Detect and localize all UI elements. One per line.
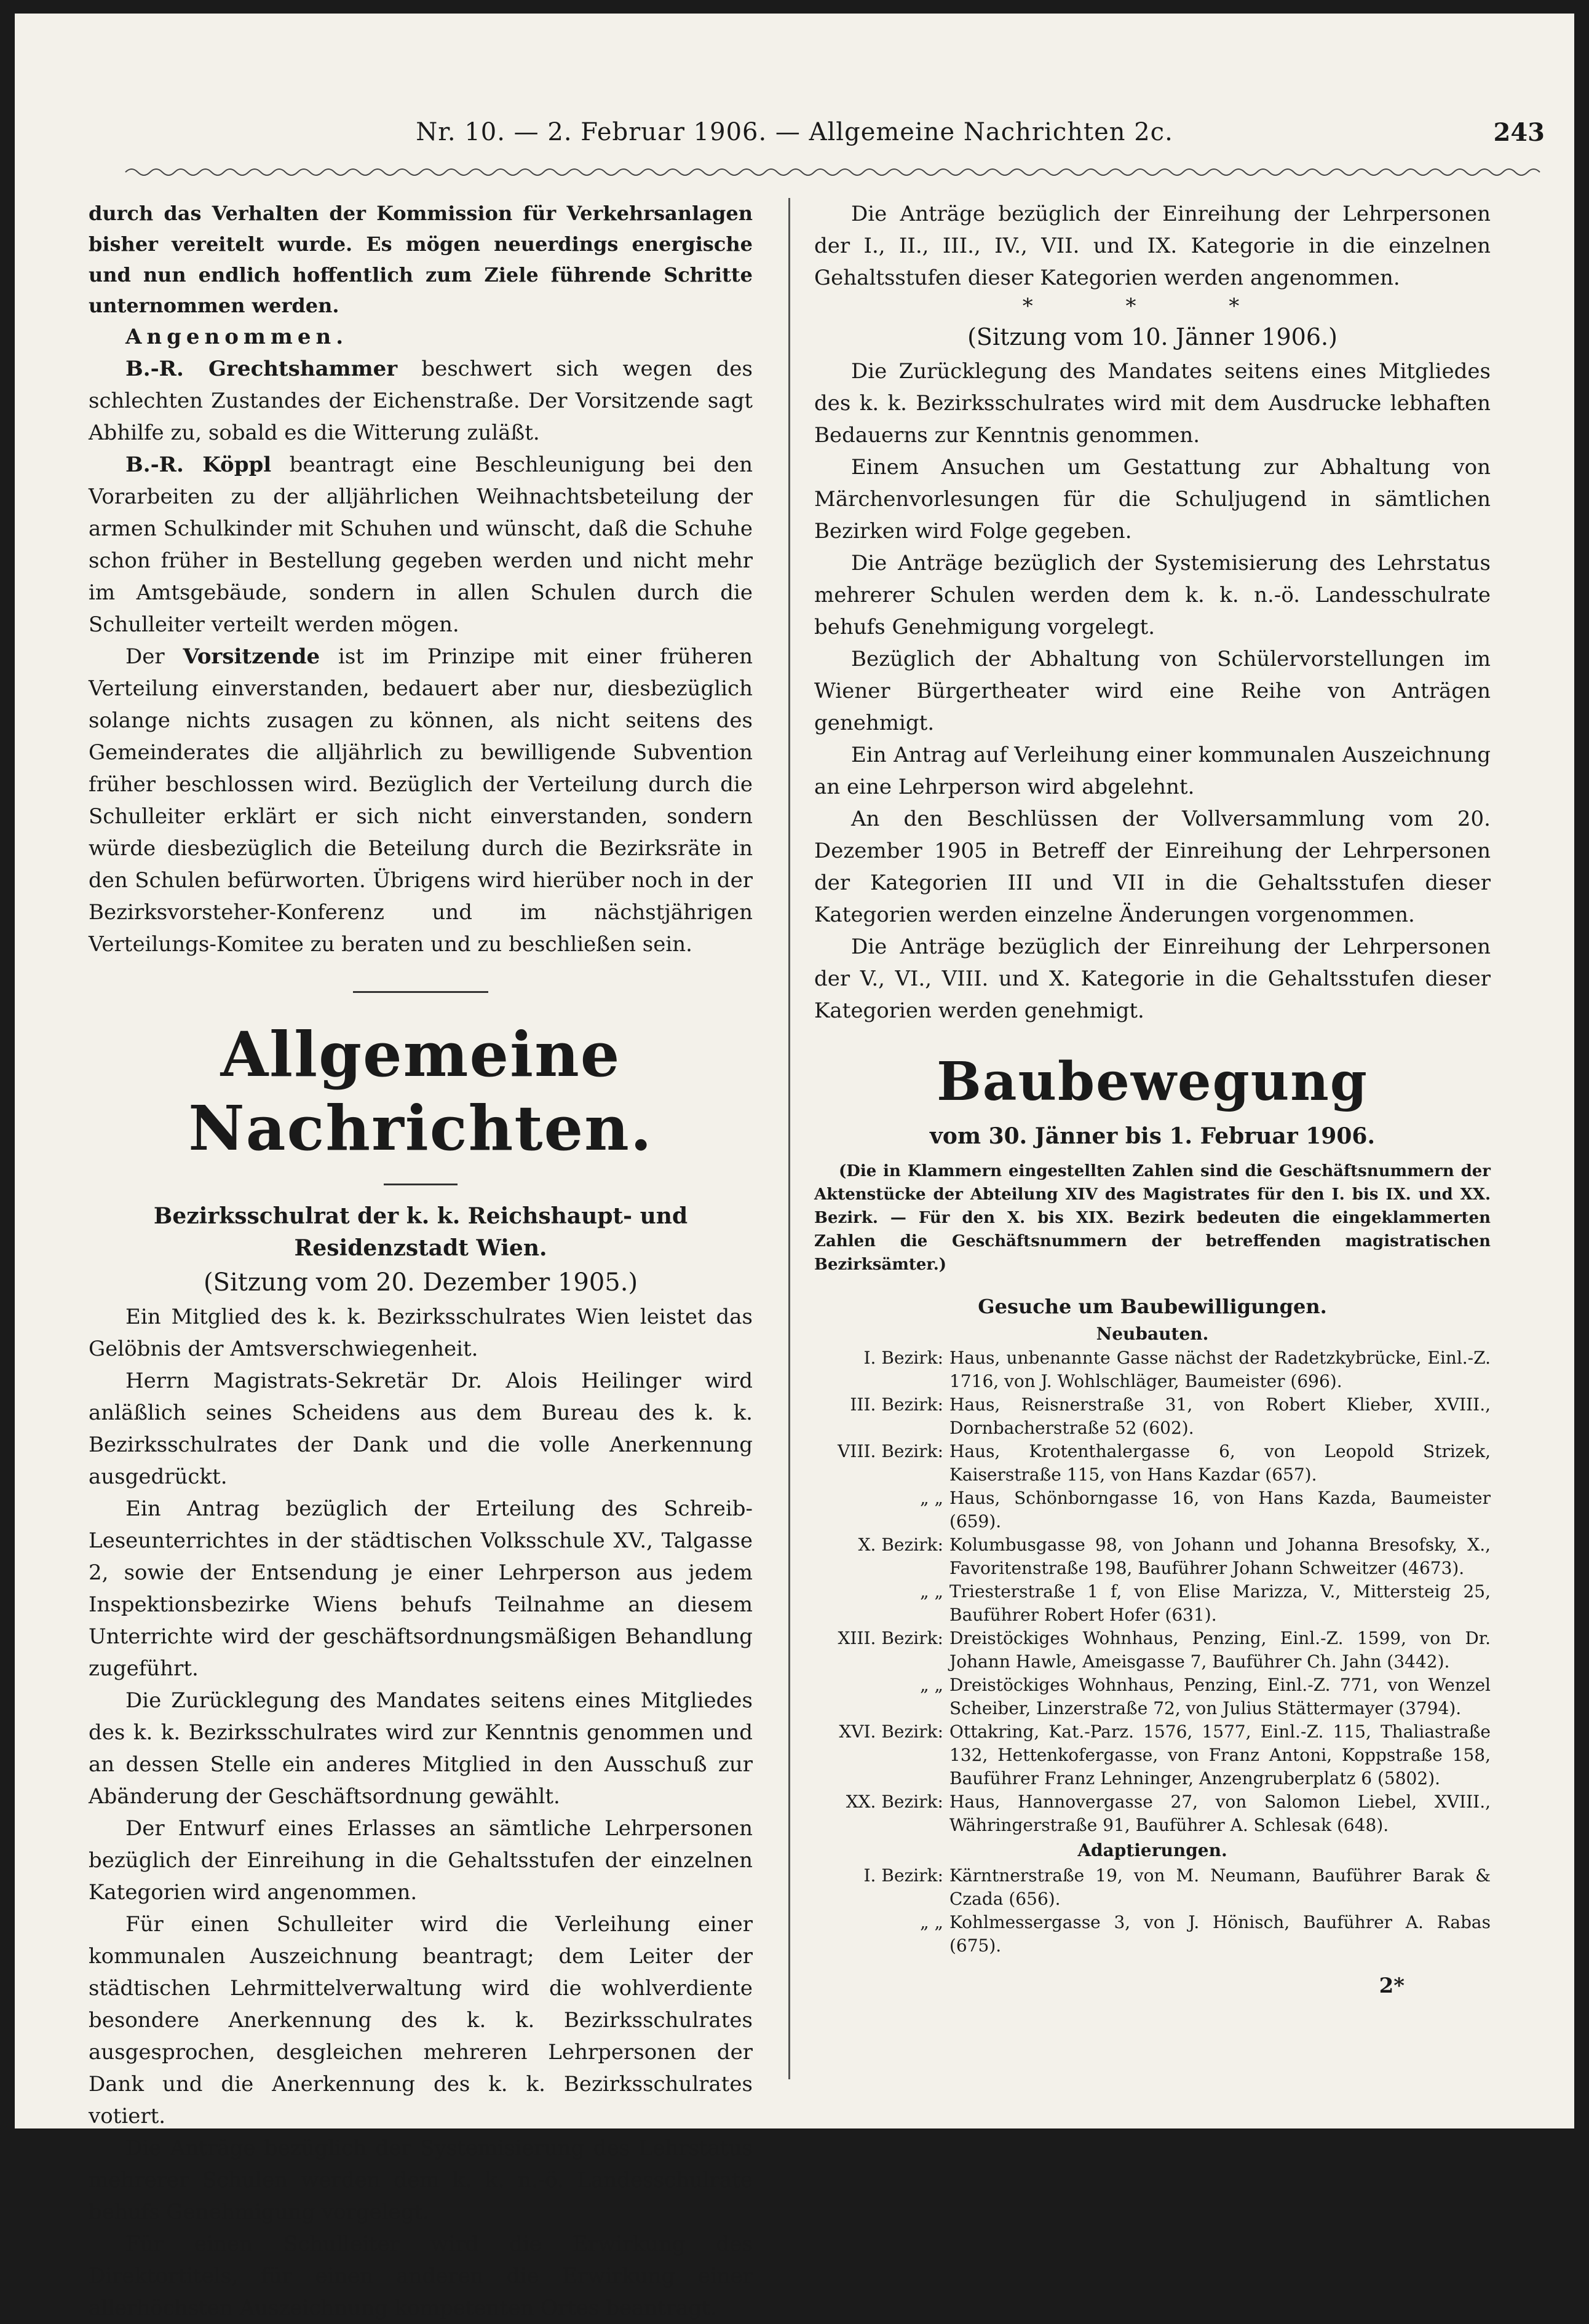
paragraph: Einem Ansuchen um Gestattung zur Abhaltung von Märchenvorlesungen für die Schuljugend in sämtlichen Bezirken wird Folge gegeben. <box>814 455 1491 543</box>
left-column <box>89 198 753 2324</box>
paragraph-text: beschwert sich wegen des schlechten Zustandes der Eichenstraße. Der Vorsitzende sagt Abhilfe zu, sobald es die Witterung zuläßt. <box>89 357 753 445</box>
entry-text: Dreistöckiges Wohnhaus, Penzing, Einl.-Z. 771, von Wenzel Scheiber, Linzerstraße 72, von Julius Stättermayer (3794). <box>949 1675 1491 1718</box>
list-item <box>814 1790 1491 1837</box>
paragraph: Die Anträge bezüglich der Einreihung der Lehrpersonen der V., VI., VIII. und X. Kategorie in die Gehaltsstufen dieser Kategorien werden genehmigt. <box>814 935 1491 1023</box>
entry-text: Triesterstraße 1 f, von Elise Marizza, V., Mittersteig 25, Bauführer Robert Hofer (631). <box>949 1581 1491 1625</box>
entry-text: Kohlmessergasse 3, von J. Hönisch, Bauführer A. Rabas (675). <box>949 1912 1491 1956</box>
list-item <box>814 1580 1491 1627</box>
paragraph: Ein Antrag auf Verleihung einer kommunalen Auszeichnung an eine Lehrperson wird abgelehnt. <box>814 743 1491 799</box>
section-heading: Allgemeine Nachrichten. <box>188 1018 653 1164</box>
newspaper-page <box>15 14 1574 2320</box>
entry-text: Kärntnerstraße 19, von M. Neumann, Bauführer Barak & Czada (656). <box>949 1865 1491 1909</box>
session-date: (Sitzung vom 20. Dezember 1905.) <box>203 1268 638 1297</box>
paragraph <box>89 449 753 641</box>
entry-text: Kolumbusgasse 98, von Johann und Johanna Bresofsky, X., Favoritenstraße 198, Bauführer Johann Schweitzer (4673). <box>949 1535 1491 1578</box>
district-label: XVI. Bezirk: <box>839 1721 943 1742</box>
list-item <box>814 1674 1491 1720</box>
district-label: III. Bezirk: <box>850 1394 943 1415</box>
heading-rule <box>384 1184 458 1185</box>
district-label: „ „ <box>920 1912 943 1932</box>
paragraph: Die Zurücklegung des Mandates seitens eines Mitgliedes des k. k. Bezirksschulrates wird mit dem Ausdrucke lebhaften Bedauerns zur Kenntnis genommen. <box>814 359 1491 448</box>
entry-text: Ottakring, Kat.-Parz. 1576, 1577, Einl.-Z. 115, Thaliastraße 132, Hettenkofergasse, von Franz Antoni, Koppstraße 158, Bauführer Franz Lehninger, Anzengruberplatz 6 (5802). <box>949 1721 1491 1788</box>
subsection-heading: Adaptierungen. <box>1077 1840 1227 1860</box>
district-label: XIII. Bezirk: <box>838 1628 943 1648</box>
right-column <box>814 198 1491 2002</box>
date-range: vom 30. Jänner bis 1. Februar 1906. <box>930 1123 1375 1149</box>
paragraph: Die Anträge bezüglich der Systemisierung des Lehrstatus mehrerer Schulen werden dem k. k. n.-ö. Landesschulrate behufs Genehmigung vorgelegt. <box>89 2136 753 2224</box>
paragraph <box>89 353 753 449</box>
district-label: „ „ <box>920 1581 943 1602</box>
entry-text: Haus, Reisnerstraße 31, von Robert Klieber, XVIII., Dornbacherstraße 52 (602). <box>949 1394 1491 1438</box>
speaker-name: Vorsitzende <box>183 644 320 669</box>
paragraph: Ein Antrag bezüglich der Erteilung des Schreib-Leseunterrichtes in der städtischen Volksschule XV., Talgasse 2, sowie der Entsendung je einer Lehrperson aus jedem Inspektionsbezirke Wiens behufs Teilnahme an diesem Unterrichte wird der geschäftsordnungsmäßigen Behandlung zugeführt. <box>89 1496 753 1681</box>
entry-text: Haus, Schönborngasse 16, von Hans Kazda, Baumeister (659). <box>949 1488 1491 1532</box>
column-divider <box>788 198 790 2079</box>
paragraph-text: ist im Prinzipe mit einer früheren Verteilung einverstanden, bedauert aber nur, diesbezüglich solange nichts zusagen zu können, als nicht seitens des Gemeinderates die alljährlich zu bewilligende Subvention früher beschlossen wird. Bezüglich der Verteilung durch die Schulleiter erklärt er sich nicht einverstanden, sondern würde diesbezüglich die Beteilung durch die Bezirksräte in den Schulen befürworten. Übrigens wird hierüber noch in der Bezirksvorsteher-Konferenz und im nächstjährigen Verteilungs-Komitee zu beraten und zu beschließen sein. <box>89 644 753 957</box>
running-title: Nr. 10. — 2. Februar 1906. — Allgemeine Nachrichten 2c. <box>416 118 1173 146</box>
list-item <box>814 1864 1491 1911</box>
district-label: „ „ <box>920 1488 943 1508</box>
paragraph: Für einen Schulleiter wird die Verleihung einer kommunalen Auszeichnung beantragt; dem Leiter der städtischen Lehrmittelverwaltung wird die wohlverdiente besondere Anerkennung des k. k. Bezirksschulrates ausgesprochen, desgleichen mehreren Lehrpersonen der Dank und die Anerkennung des k. k. Bezirksschulrates votiert. <box>89 1912 753 2128</box>
entry-text: Haus, Hannovergasse 27, von Salomon Liebel, XVIII., Währingerstraße 91, Bauführer A. Schlesak (648). <box>949 1792 1491 1835</box>
paragraph: Die Zurücklegung des Mandates seitens eines Mitgliedes des k. k. Bezirksschulrates wird zur Kenntnis genommen und an dessen Stelle ein anderes Mitglied in den Ausschuß zur Abänderung der Geschäftsordnung gewählt. <box>89 1688 753 1809</box>
paragraph: Für einen Schulleiter wird die Erwirkung des Direktortitels, für einen anderen die Erwirkung einer allerhöchsten Auszeichnung kompetenten Ortes beantragt. <box>89 2232 753 2320</box>
running-head <box>15 118 1574 161</box>
entry-text: Haus, unbenannte Gasse nächst der Radetzkybrücke, Einl.-Z. 1716, von J. Wohlschläger, Baumeister (696). <box>949 1348 1491 1391</box>
list-item <box>814 1393 1491 1440</box>
section-heading: Baubewegung <box>937 1051 1368 1113</box>
subheading: Bezirksschulrat der k. k. Reichshaupt- und Residenzstadt Wien. <box>153 1203 688 1261</box>
paragraph: Herrn Magistrats-Sekretär Dr. Alois Heilinger wird anläßlich seines Scheidens aus dem Bureau des k. k. Bezirksschulrates der Dank und die volle Anerkennung ausgedrückt. <box>89 1369 753 1489</box>
paragraph-text: beantragt eine Beschleunigung bei den Vorarbeiten zu der alljährlichen Weihnachtsbeteilung der armen Schulkinder mit Schuhen und wünscht, daß die Schuhe schon früher in Bestellung gegeben werden und nicht mehr im Amtsgebäude, sondern in allen Schulen durch die Schulleiter verteilt werden mögen. <box>89 453 753 637</box>
list-item <box>814 1627 1491 1674</box>
paragraph: Die Anträge bezüglich der Einreihung der Lehrpersonen der I., II., III., IV., VII. und IX. Kategorie in die einzelnen Gehaltsstufen dieser Kategorien werden angenommen. <box>814 202 1491 290</box>
section-separator <box>353 991 488 993</box>
district-label: X. Bezirk: <box>858 1535 943 1555</box>
entry-text: Haus, Krotenthalergasse 6, von Leopold Strizek, Kaiserstraße 115, von Hans Kazdar (657). <box>949 1441 1491 1485</box>
list-item <box>814 1487 1491 1533</box>
entry-text: Dreistöckiges Wohnhaus, Penzing, Einl.-Z. 1599, von Dr. Johann Hawle, Ameisgasse 7, Bauführer Ch. Jahn (3442). <box>949 1628 1491 1672</box>
paragraph-prefix: Der <box>125 644 165 669</box>
section-stars: * * * <box>1022 294 1283 318</box>
district-label: VIII. Bezirk: <box>838 1441 943 1461</box>
paragraph: durch das Verhalten der Kommission für Verkehrsanlagen bisher vereitelt wurde. Es mögen neuerdings energische und nun endlich hoffentlich zum Ziele führende Schritte unternommen werden. <box>89 202 753 317</box>
list-item <box>814 1440 1491 1487</box>
speaker-name: B.-R. Köppl <box>125 453 272 477</box>
subsection-heading: Neubauten. <box>1096 1324 1209 1344</box>
session-date: (Sitzung vom 10. Jänner 1906.) <box>967 323 1337 350</box>
paragraph: Die Anträge bezüglich der Systemisierung des Lehrstatus mehrerer Schulen werden dem k. k. n.-ö. Landesschulrate behufs Genehmigung vorgelegt. <box>814 551 1491 639</box>
header-wavy-rule <box>125 166 1540 178</box>
paragraph: An den Beschlüssen der Vollversammlung vom 20. Dezember 1905 in Betreff der Einreihung der Lehrpersonen der Kategorien III und VII in die Gehaltsstufen dieser Kategorien werden einzelne Änderungen vorgenommen. <box>814 807 1491 927</box>
paragraph: Bezüglich der Abhaltung von Schülervorstellungen im Wiener Bürgertheater wird eine Reihe von Anträgen genehmigt. <box>814 647 1491 735</box>
explanatory-note: (Die in Klammern eingestellten Zahlen sind die Geschäftsnummern der Aktenstücke der Abteilung XIV des Magistrates für den I. bis IX. und XX. Bezirk. — Für den X. bis XIX. Bezirk bedeuten die eingeklammerten Zahlen die Geschäftsnummern der betreffenden magistratischen Bezirksämter.) <box>814 1162 1491 1274</box>
list-item <box>814 1720 1491 1790</box>
district-label: XX. Bezirk: <box>846 1792 943 1812</box>
list-item <box>814 1911 1491 1958</box>
page-number: 243 <box>1493 118 1545 147</box>
paragraph: Ein Mitglied des k. k. Bezirksschulrates Wien leistet das Gelöbnis der Amtsverschwiegenheit. <box>89 1305 753 1361</box>
list-item <box>814 1346 1491 1393</box>
resolution-accepted: Angenommen. <box>125 325 349 349</box>
district-label: I. Bezirk: <box>863 1865 943 1886</box>
paragraph: Der Entwurf eines Erlasses an sämtliche Lehrpersonen bezüglich der Einreihung in die Gehaltsstufen der einzelnen Kategorien wird angenommen. <box>89 1816 753 1905</box>
paragraph <box>89 641 753 960</box>
speaker-name: B.-R. Grechtshammer <box>125 357 398 381</box>
list-item <box>814 1533 1491 1580</box>
sheet-signature: 2* <box>1379 1974 1405 1998</box>
district-label: I. Bezirk: <box>863 1348 943 1368</box>
district-label: „ „ <box>920 1675 943 1695</box>
subsection-heading: Gesuche um Baubewilligungen. <box>978 1295 1327 1318</box>
